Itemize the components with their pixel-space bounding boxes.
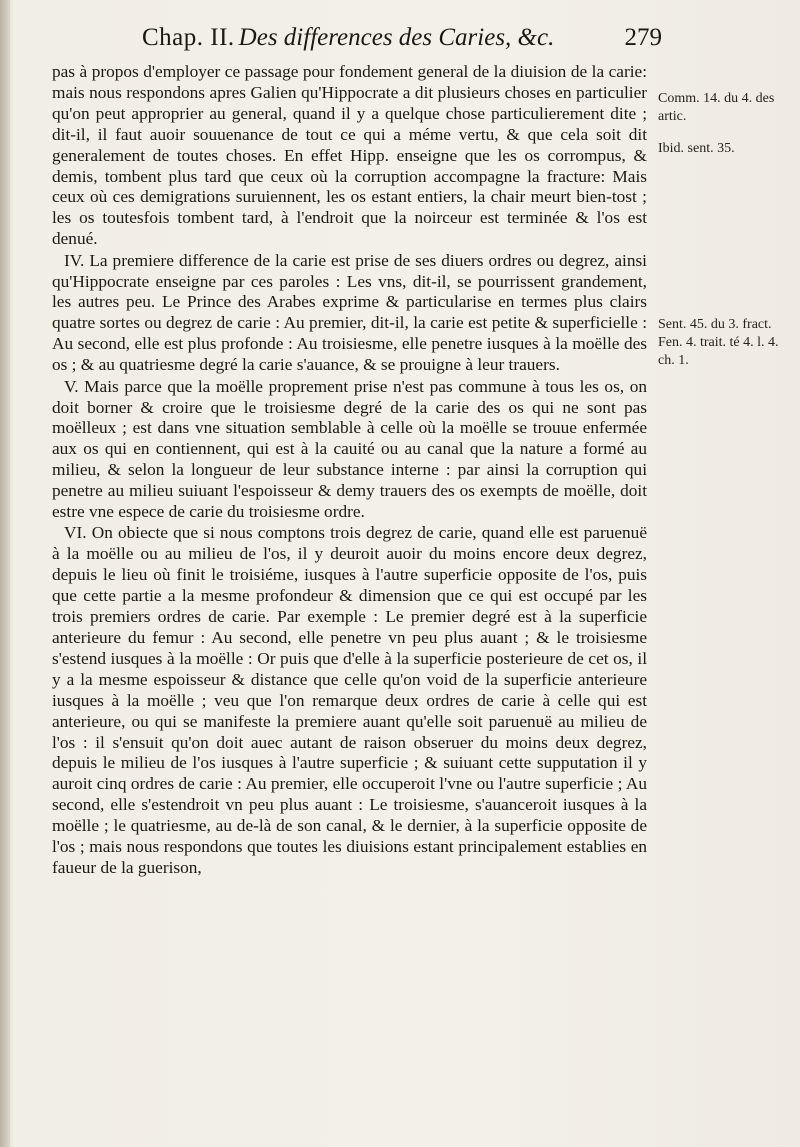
page-gutter	[0, 0, 10, 1147]
margin-note-comm: Comm. 14. du 4. des artic.	[658, 91, 775, 124]
body-text	[52, 62, 647, 879]
running-header	[142, 24, 662, 64]
paragraph-v: V. Mais parce que la moëlle proprement prise n'est pas commune à tous les os, on doit borner & croire que le troisiesme degré de la carie des os qui ne sont pas moëlleux ; est dans vne situation semblable à celle où la moëlle se trouue enfermée aux os qui en contiennent, qui est à la cauité ou au canal que la nature a formé au milieu, & selon la longueur de leur substance interne : par ainsi la corruption qui penetre au milieu suiuant l'espoisseur & demy trauers des os exempts de moëlle, doit estre vne espece de carie du troisiesme ordre.	[52, 376, 647, 522]
paragraph-continuation: pas à propos d'employer ce passage pour fondement general de la diuision de la carie: mais nous respondons apres Galien qu'Hippocrate a dit plusieurs choses en particulier qu'on peut approprier au general, quand il y a quelque chose particulierement dite ; dit-il, il faut auoir souuenance de tout ce qui a méme vertu, & que cela soit dit generalement de toutes choses. En effet Hipp. enseigne que les os corrompus, & demis, tombent plus tard que ceux où la corruption accompagne la fracture: Mais ceux où ces demigrations suruiennent, les os estant entiers, la chair meurt bien-tost ; les os toutesfois tombent tard, à l'endroit que la noirceur est terminée & l'os est denué.	[52, 62, 647, 249]
margin-note-sent: Sent. 45. du 3. fract. Fen. 4. trait. té 4. l. 4. ch. 1.	[658, 317, 779, 368]
paragraph-iv: IV. La premiere difference de la carie est prise de ses diuers ordres ou degrez, ainsi qu'Hippocrate enseigne par ces paroles : Les vns, dit-il, se pourrissent grandement, les autres peu. Le Prince des Arabes exprime & particularise en termes plus clairs quatre sortes ou degrez de carie : Au premier, dit-il, la carie est petite & superficielle : Au second, elle est plus profonde : Au troisiesme, elle penetre iusques à la moëlle des os ; & au quatriesme degré la carie s'auance, & se prouigne à leur trauers.	[52, 250, 647, 375]
chapter-title: Des differences des Caries, &c.	[238, 24, 555, 51]
page-number: 279	[624, 24, 662, 51]
chapter-label: Chap. II.	[142, 24, 235, 51]
paragraph-vi: VI. On obiecte que si nous comptons trois degrez de carie, quand elle est paruenuë à la moëlle ou au milieu de l'os, il y deuroit auoir du moins encore deux degrez, depuis le lieu où finit le troisiéme, iusques à l'autre superficie opposite de l'os, puis que cette partie a la mesme profondeur & dimension que ce qui est occupé par les trois premiers ordres de carie. Par exemple : Le premier degré est à la superficie anterieure du femur : Au second, elle penetre vn peu plus auant ; & le troisiesme s'estend iusques à la moëlle : Or puis que d'elle à la superficie posterieure de cet os, il y a la mesme espoisseur & distance que celle qu'on void de la superficie anterieure iusques à la moëlle ; veu que l'on remarque deux ordres de carie à celle qui est anterieure, ou qui se manifeste la premiere auant qu'elle soit paruenuë au milieu de l'os : il s'ensuit qu'on doit auec autant de raison obseruer du moins deux degrez, depuis le milieu de l'os iusques à l'autre superficie ; & suiuant cette supputation il y auroit cinq ordres de carie : Au premier, elle occuperoit l'vne ou l'autre superficie ; Au second, elle s'estendroit vn peu plus auant : Le troisiesme, s'auanceroit iusques à la moëlle ; le quatriesme, au de-là de son canal, & le dernier, à la superficie opposite de l'os ; mais nous respondons que toutes les diuisions estant principalement establies en faueur de la guerison,	[52, 523, 647, 877]
margin-note-ibid: Ibid. sent. 35.	[658, 141, 735, 156]
